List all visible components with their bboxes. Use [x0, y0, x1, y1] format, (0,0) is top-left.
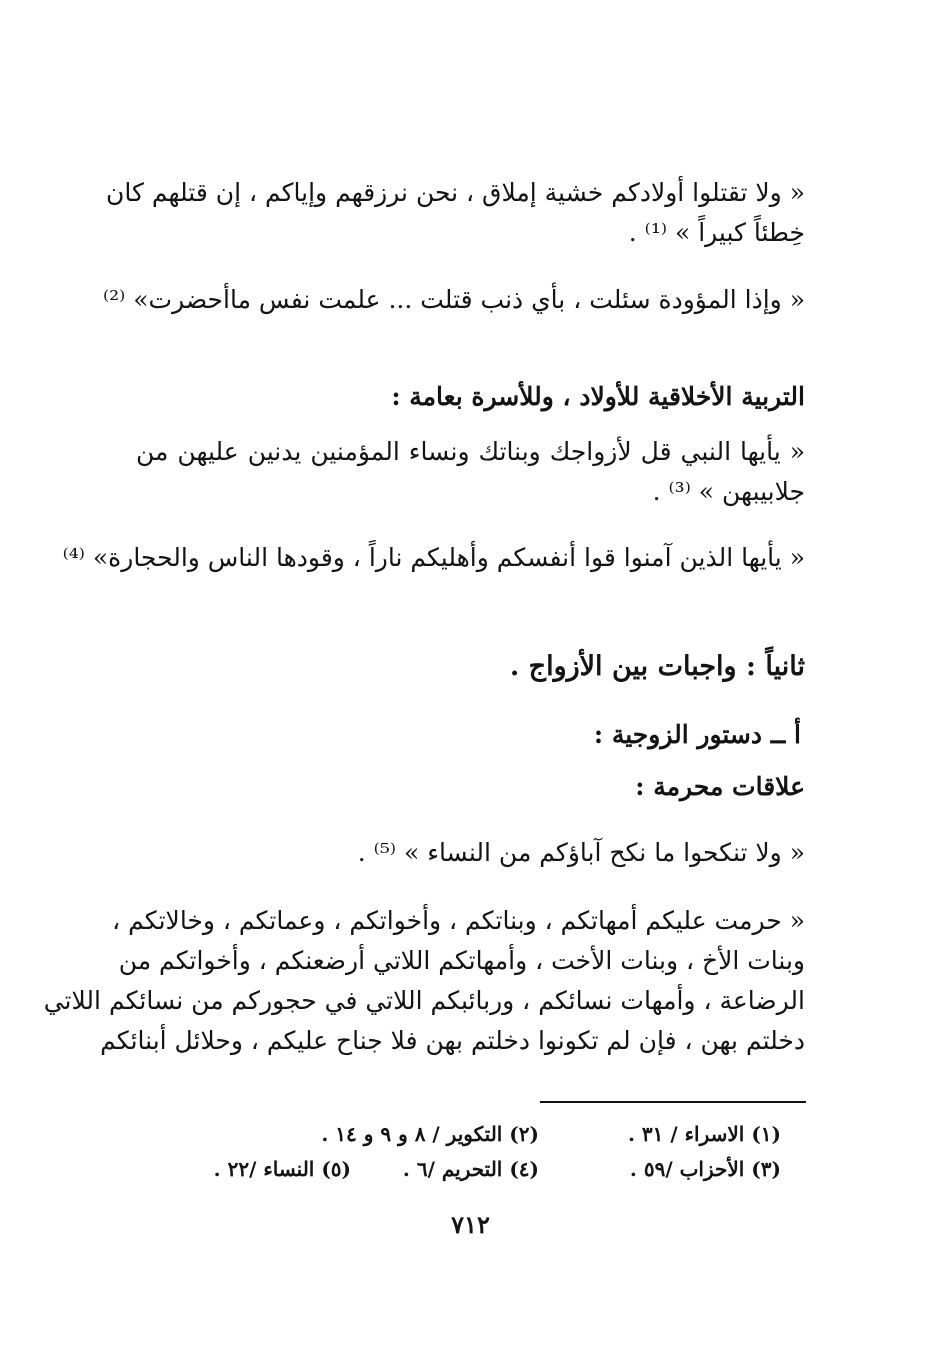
footnote-divider [540, 1101, 806, 1103]
verse-line: « يأيها الذين آمنوا قوا أنفسكم وأهليكم ناراً ، وقودها الناس والحجارة» ⁽⁴⁾ [62, 543, 805, 572]
footnote: (٢) التكوير / ٨ و ٩ و ١٤ . [321, 1122, 539, 1146]
verse-line: وبنات الأخ ، وبنات الأخت ، وأمهاتكم اللاتي أرضعنكم ، وأخواتكم من [118, 946, 805, 975]
section-heading: التربية الأخلاقية للأولاد ، وللأسرة بعامة : [391, 382, 805, 411]
verse-line: « وإذا المؤودة سئلت ، بأي ذنب قتلت ... علمت نفس ماأحضرت» ⁽²⁾ [102, 285, 805, 314]
verse-line: دخلتم بهن ، فإن لم تكونوا دخلتم بهن فلا جناح عليكم ، وحلائل أبنائكم [100, 1026, 805, 1055]
section-heading: ثانياً : واجبات بين الأزواج . [509, 651, 805, 682]
verse-line: « ولا تقتلوا أولادكم خشية إملاق ، نحن نرزقهم وإياكم ، إن قتلهم كان [106, 178, 805, 207]
verse-line: « يأيها النبي قل لأزواجك وبناتك ونساء المؤمنين يدنين عليهن من [136, 437, 805, 466]
subsection-heading: علاقات محرمة : [635, 772, 805, 801]
footnote: (٣) الأحزاب /٥٩ . [629, 1157, 781, 1181]
footnote: (٥) النساء /٢٢ . [213, 1157, 351, 1181]
footnote: (١) الاسراء / ٣١ . [627, 1122, 781, 1146]
verse-line: « ولا تنكحوا ما نكح آباؤكم من النساء » ⁽⁵⁾ . [357, 838, 805, 867]
page-number: ٧١٢ [451, 1210, 490, 1239]
subsection-heading: أ ــ دستور الزوجية : [593, 720, 801, 749]
verse-line: « حرمت عليكم أمهاتكم ، وبناتكم ، وأخواتكم ، وعماتكم ، وخالاتكم ، [112, 906, 805, 935]
verse-line: الرضاعة ، وأمهات نسائكم ، وربائبكم اللاتي في حجوركم من نسائكم اللاتي [43, 986, 805, 1015]
footnote: (٤) التحريم /٦ . [402, 1157, 539, 1181]
verse-line: جلابيبهن » ⁽³⁾ . [652, 477, 805, 506]
verse-line: خِطئاً كبيراً » ⁽¹⁾ . [628, 218, 805, 247]
